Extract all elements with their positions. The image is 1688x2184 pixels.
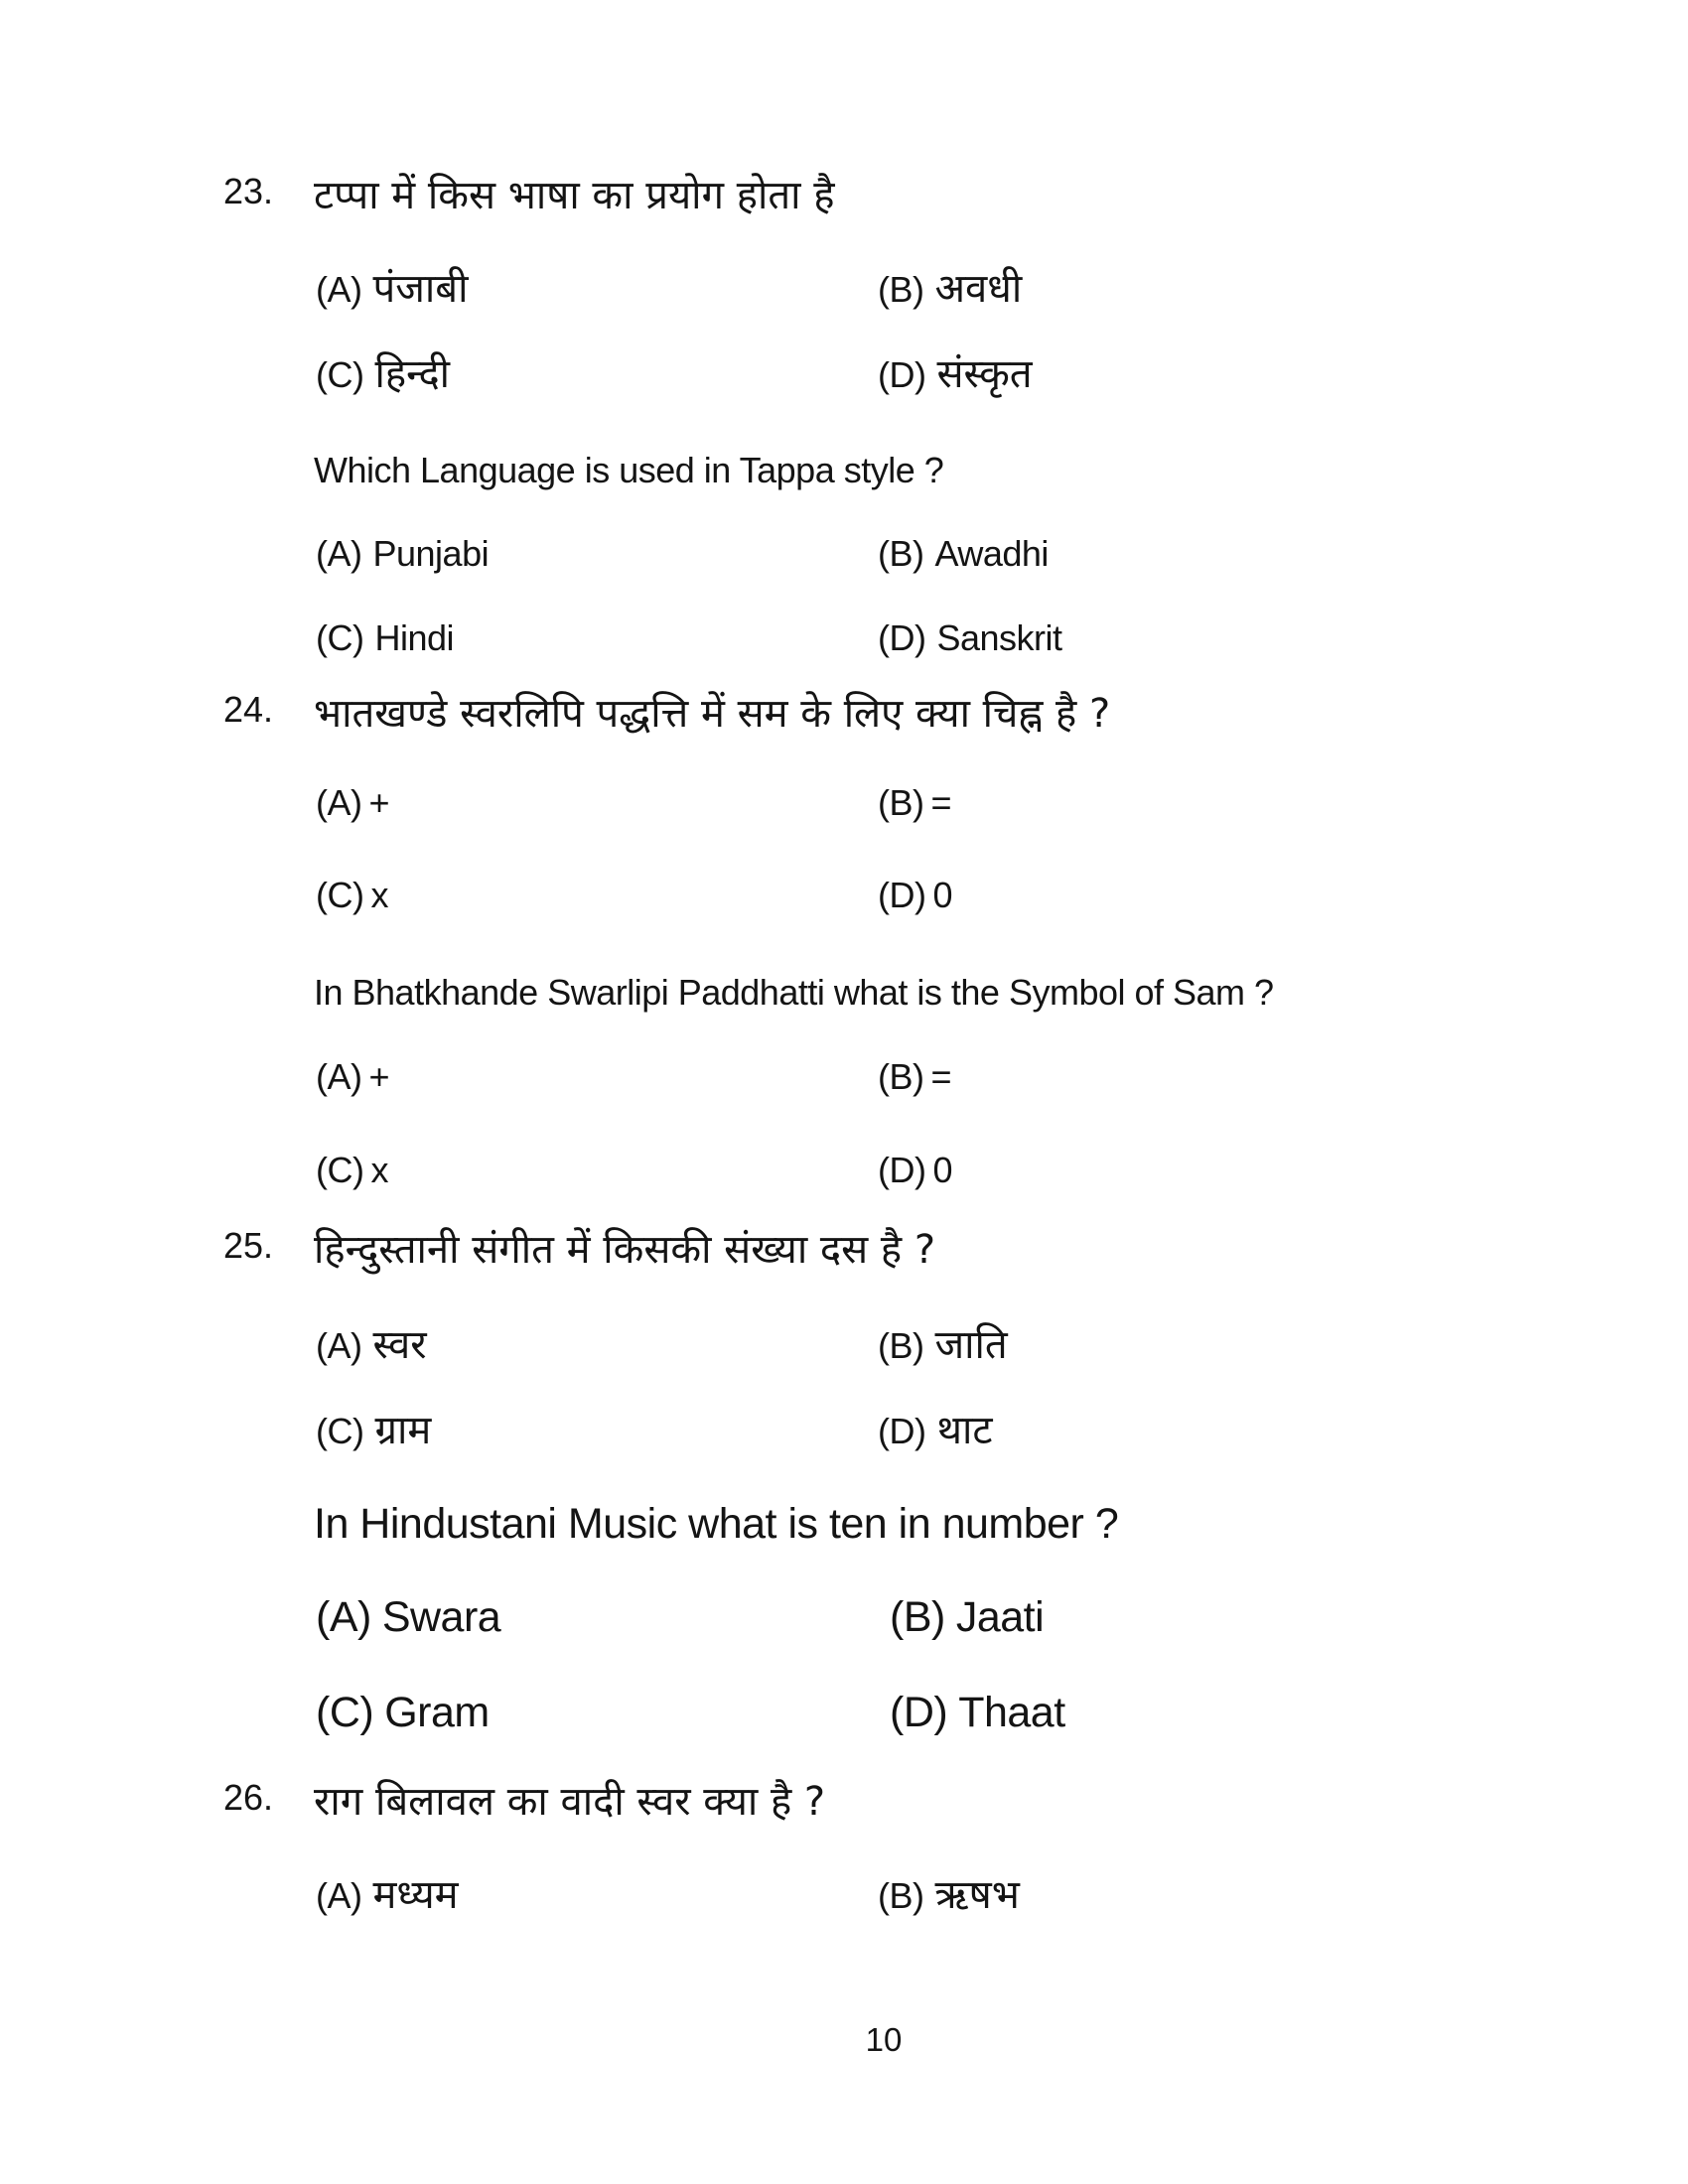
question-text-hindi: टप्पा में किस भाषा का प्रयोग होता है [314,173,835,218]
option-text: + [368,782,390,823]
question-number: 25. [223,1225,274,1266]
option-a [316,264,468,314]
option-text: मध्यम [372,1872,459,1918]
option-text: अवधी [934,266,1023,312]
option-text: थाट [936,1408,993,1453]
option-a [316,1320,427,1370]
option-label: (A) [316,269,362,310]
option-d [878,1406,993,1455]
option-d [890,1688,1065,1739]
option-label: (B) [878,1875,924,1916]
option-label: (A) [316,1593,371,1641]
option-label: (D) [878,354,926,395]
option-text: + [368,1056,390,1097]
option-c [316,875,388,916]
option-text: स्वर [372,1322,427,1368]
option-label: (D) [878,875,926,915]
option-d [878,875,953,916]
option-label: (D) [878,1150,926,1190]
option-a [316,1056,390,1098]
option-b [878,1056,952,1098]
question-number: 26. [223,1777,274,1818]
question-text-english: In Bhatkhande Swarlipi Paddhatti what is the Symbol of Sam ? [314,972,1274,1013]
question-number: 24. [223,689,274,730]
option-text: जाति [934,1322,1008,1368]
option-text: = [930,1056,952,1097]
option-text: संस्कृत [936,351,1033,397]
option-text: 0 [932,875,953,915]
option-label: (B) [878,1325,924,1366]
option-label: (A) [316,533,362,574]
option-a [316,1592,500,1644]
question-text-hindi: भातखण्डे स्वरलिपि पद्धत्ति में सम के लिए क्या चिह्न है ? [314,691,1111,737]
option-label: (C) [316,1411,364,1451]
option-a [316,532,489,575]
option-text: x [370,1150,389,1190]
option-text: Gram [384,1689,490,1736]
option-c [316,1406,431,1455]
option-label: (D) [878,617,926,658]
option-b [878,532,1049,575]
option-label: (B) [878,782,924,823]
option-b [878,264,1022,314]
option-label: (B) [878,269,924,310]
option-label: (D) [890,1689,948,1736]
option-text: Hindi [374,617,455,658]
question-text-english: In Hindustani Music what is ten in number ? [314,1500,1119,1548]
option-c [316,1150,388,1191]
option-text: x [370,875,389,915]
option-label: (A) [316,1325,362,1366]
option-text: Sanskrit [936,617,1062,658]
option-c [316,616,454,659]
option-label: (C) [316,617,364,658]
option-b [878,1870,1020,1920]
option-label: (C) [316,875,364,915]
option-a [316,1870,459,1920]
option-b [878,782,952,824]
option-text: हिन्दी [374,351,451,397]
option-label: (B) [878,1056,924,1097]
question-number: 23. [223,171,274,211]
option-d [878,349,1033,399]
option-text: Thaat [958,1689,1065,1736]
option-a [316,782,390,824]
option-label: (B) [878,533,924,574]
option-label: (A) [316,1056,362,1097]
option-d [878,1150,953,1191]
option-text: Swara [381,1593,501,1641]
option-label: (C) [316,354,364,395]
option-text: ऋषभ [934,1872,1020,1918]
option-d [878,616,1062,659]
question-text-hindi: हिन्दुस्तानी संगीत में किसकी संख्या दस है ? [314,1227,936,1273]
option-b [878,1320,1008,1370]
option-text: Jaati [955,1593,1045,1641]
question-text-english: Which Language is used in Tappa style ? [314,450,944,490]
option-label: (A) [316,782,362,823]
option-label: (D) [878,1411,926,1451]
option-b [890,1592,1044,1644]
option-text: Punjabi [372,533,490,574]
option-text: 0 [932,1150,953,1190]
option-text: ग्राम [374,1408,432,1453]
option-text: पंजाबी [372,266,469,312]
option-c [316,349,450,399]
option-text: Awadhi [934,533,1049,574]
option-label: (A) [316,1875,362,1916]
option-label: (B) [890,1593,945,1641]
option-label: (C) [316,1689,374,1736]
page-number: 10 [865,2021,903,2058]
option-text: = [930,782,952,823]
option-label: (C) [316,1150,364,1190]
option-c [316,1688,490,1739]
question-text-hindi: राग बिलावल का वादी स्वर क्या है ? [314,1779,826,1825]
